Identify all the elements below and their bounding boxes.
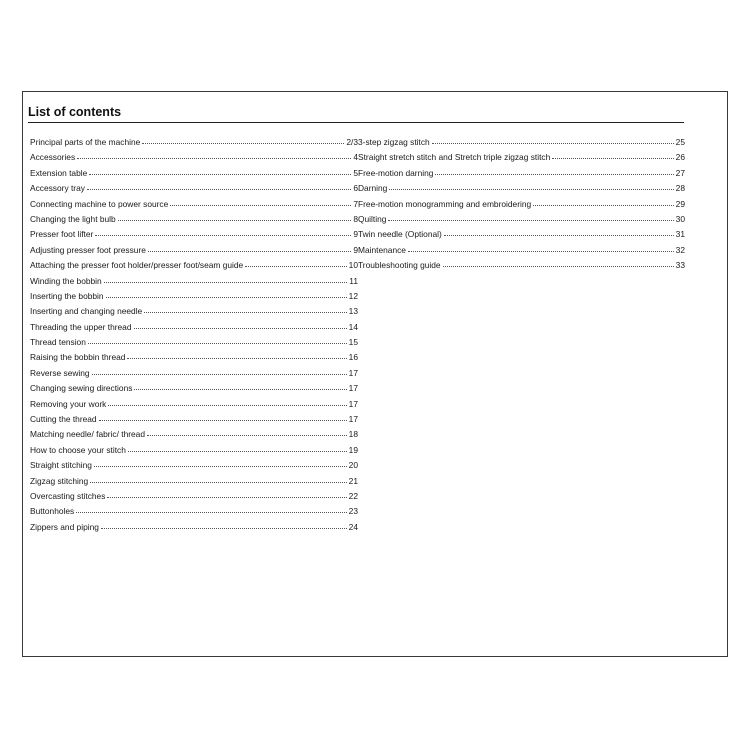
toc-entry-label: Changing the light bulb — [30, 213, 116, 224]
toc-entry-label: Inserting and changing needle — [30, 306, 143, 317]
dot-leader — [77, 158, 351, 159]
toc-entry — [358, 137, 685, 152]
toc-entry-label: 3-step zigzag stitch — [358, 137, 430, 147]
toc-entry — [30, 322, 358, 337]
toc-entry-page: 17 — [348, 383, 358, 394]
toc-entry — [358, 183, 685, 198]
toc-entry — [30, 491, 358, 506]
dot-leader — [388, 220, 673, 221]
dot-leader — [90, 482, 346, 483]
toc-entry — [30, 214, 358, 229]
dot-leader — [443, 266, 674, 267]
dot-leader — [552, 158, 673, 159]
toc-entry-page: 22 — [348, 490, 358, 501]
dot-leader — [107, 497, 346, 498]
toc-entry-label: Free-motion monogramming and embroidering — [358, 198, 532, 209]
toc-entry-label: Reverse sewing — [30, 367, 90, 378]
title-rule — [28, 122, 684, 123]
toc-entry-page: 19 — [348, 444, 358, 455]
toc-entry — [30, 229, 358, 244]
toc-entry — [30, 506, 358, 521]
dot-leader — [170, 205, 351, 206]
toc-entry-label: Accessory tray — [30, 183, 85, 194]
toc-entry-label: Winding the bobbin — [30, 275, 102, 286]
toc-entry-label: Free-motion darning — [358, 167, 434, 178]
toc-entry-page: 9 — [353, 244, 358, 255]
toc-entry — [30, 522, 358, 537]
dot-leader — [118, 220, 352, 221]
toc-entry — [30, 260, 358, 275]
toc-entry-label: Thread tension — [30, 337, 86, 348]
dot-leader — [106, 297, 347, 298]
dot-leader — [94, 466, 347, 467]
toc-entry-label: Changing sewing directions — [30, 383, 133, 394]
toc-entry-label: Cutting the thread — [30, 414, 97, 425]
toc-entry-label: Buttonholes — [30, 506, 75, 517]
dot-leader — [134, 389, 346, 390]
toc-entry-page: 17 — [348, 414, 358, 425]
dot-leader — [389, 189, 673, 190]
toc-entry-page: 17 — [348, 367, 358, 378]
toc-entry-page: 4 — [353, 152, 358, 163]
page-title: List of contents — [28, 105, 122, 119]
dot-leader — [128, 451, 347, 452]
toc-entry — [358, 260, 685, 275]
toc-entry-page: 33 — [675, 260, 685, 271]
toc-entry — [30, 368, 358, 383]
toc-entry — [30, 245, 358, 260]
toc-entry-label: Zigzag stitching — [30, 475, 89, 486]
toc-entry-label: Straight stitching — [30, 460, 92, 471]
dot-leader — [95, 235, 351, 236]
dot-leader — [127, 358, 346, 359]
toc-entry-label: Zippers and piping — [30, 521, 99, 532]
toc-entry-label: Quilting — [358, 213, 387, 224]
dot-leader — [533, 205, 674, 206]
toc-entry-page: 31 — [675, 229, 685, 240]
toc-entry-label: Removing your work — [30, 398, 107, 409]
toc-entry — [30, 429, 358, 444]
toc-entry — [30, 183, 358, 198]
toc-entry — [30, 276, 358, 291]
toc-entry-label: Adjusting presser foot pressure — [30, 244, 146, 255]
dot-leader — [444, 235, 674, 236]
toc-entry-page: 28 — [675, 183, 685, 194]
toc-entry-page: 7 — [353, 198, 358, 209]
toc-entry-page: 12 — [348, 290, 358, 301]
toc-entry — [30, 291, 358, 306]
toc-entry-label: Presser foot lifter — [30, 229, 94, 240]
toc-entry — [30, 137, 358, 152]
dot-leader — [142, 143, 344, 144]
toc-entry — [30, 476, 358, 491]
dot-leader — [108, 405, 346, 406]
dot-leader — [88, 343, 347, 344]
toc-entry — [30, 352, 358, 367]
dot-leader — [432, 143, 674, 144]
toc-entry — [358, 168, 685, 183]
toc-entry-label: Twin needle (Optional) — [358, 229, 442, 240]
toc-entry-page: 11 — [349, 275, 358, 286]
dot-leader — [148, 251, 351, 252]
toc-entry — [30, 168, 358, 183]
toc-entry-label: Principal parts of the machine — [30, 137, 141, 147]
toc-entry-page: 5 — [353, 167, 358, 178]
toc-entry-label: Overcasting stitches — [30, 490, 106, 501]
dot-leader — [245, 266, 346, 267]
toc-entry-page: 6 — [353, 183, 358, 194]
toc-entry — [30, 199, 358, 214]
toc-entry — [358, 152, 685, 167]
toc-entry-page: 18 — [348, 429, 358, 440]
toc-entry-label: Raising the bobbin thread — [30, 352, 126, 363]
toc-entry-label: Matching needle/ fabric/ thread — [30, 429, 145, 440]
toc-entry — [358, 229, 685, 244]
dot-leader — [92, 374, 347, 375]
dot-leader — [87, 189, 351, 190]
toc-entry — [30, 306, 358, 321]
toc-entry-page: 16 — [348, 352, 358, 363]
toc-entry-page: 9 — [353, 229, 358, 240]
toc-entry — [358, 214, 685, 229]
toc-entry-page: 2/3 — [346, 137, 358, 147]
toc-entry-page: 26 — [675, 152, 685, 163]
toc-entry-label: Inserting the bobbin — [30, 290, 104, 301]
toc-entry-page: 29 — [675, 198, 685, 209]
toc-entry-page: 25 — [675, 137, 685, 147]
toc-entry-label: Troubleshooting guide — [358, 260, 441, 271]
toc-entry-page: 14 — [348, 321, 358, 332]
dot-leader — [101, 528, 347, 529]
toc-entry — [30, 399, 358, 414]
toc-entry-page: 17 — [348, 398, 358, 409]
toc-entry-page: 20 — [348, 460, 358, 471]
toc-entry — [30, 460, 358, 475]
toc-entry — [358, 245, 685, 260]
dot-leader — [76, 512, 346, 513]
toc-entry-page: 15 — [348, 337, 358, 348]
toc-entry — [30, 414, 358, 429]
toc-entry — [30, 337, 358, 352]
toc-left-column — [30, 137, 358, 537]
toc-entry — [30, 383, 358, 398]
toc-right-column — [358, 137, 685, 276]
dot-leader — [99, 420, 347, 421]
dot-leader — [144, 312, 346, 313]
toc-entry — [358, 199, 685, 214]
toc-entry-page: 21 — [348, 475, 358, 486]
toc-entry — [30, 152, 358, 167]
toc-entry-label: Extension table — [30, 167, 88, 178]
toc-entry-page: 27 — [675, 167, 685, 178]
toc-entry-label: How to choose your stitch — [30, 444, 126, 455]
toc-entry-page: 8 — [353, 213, 358, 224]
toc-entry-page: 23 — [348, 506, 358, 517]
toc-entry-label: Maintenance — [358, 244, 406, 255]
toc-entry-label: Connecting machine to power source — [30, 198, 169, 209]
toc-entry-page: 10 — [348, 260, 358, 271]
toc-entry-page: 24 — [348, 521, 358, 532]
dot-leader — [147, 435, 347, 436]
dot-leader — [435, 174, 673, 175]
dot-leader — [89, 174, 351, 175]
toc-entry-page: 32 — [675, 244, 685, 255]
toc-entry — [30, 445, 358, 460]
dot-leader — [408, 251, 674, 252]
dot-leader — [134, 328, 347, 329]
toc-entry-label: Threading the upper thread — [30, 321, 132, 332]
toc-entry-label: Attaching the presser foot holder/presser foot/seam guide — [30, 260, 244, 271]
toc-entry-page: 30 — [675, 213, 685, 224]
toc-entry-page: 13 — [348, 306, 358, 317]
toc-entry-label: Straight stretch stitch and Stretch triple zigzag stitch — [358, 152, 551, 163]
toc-entry-label: Accessories — [30, 152, 76, 163]
dot-leader — [104, 282, 348, 283]
toc-entry-label: Darning — [358, 183, 388, 194]
